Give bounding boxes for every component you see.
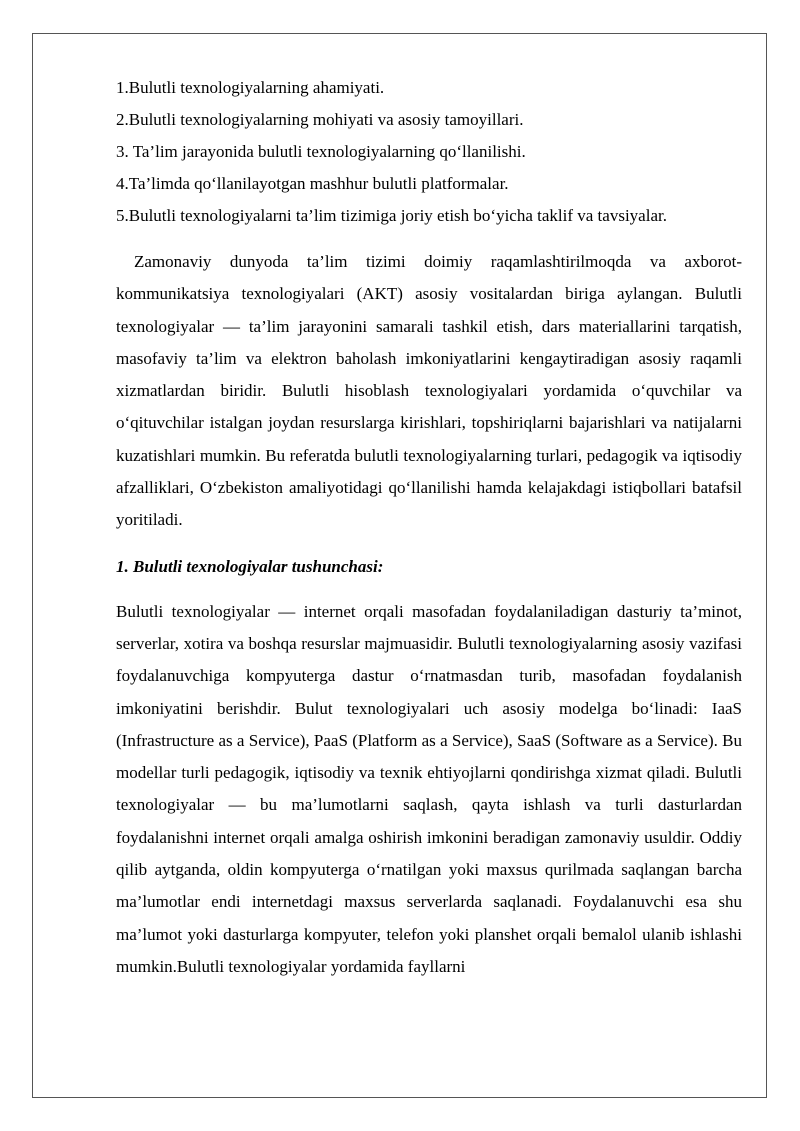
topic-item-5: 5.Bulutli texnologiyalarni ta’lim tizimiga joriy etish bo‘yicha taklif va tavsiyalar. [116,206,667,225]
topic-item-2: 2.Bulutli texnologiyalarning mohiyati va asosiy tamoyillari. [116,110,524,129]
topic-item-4: 4.Ta’limda qo‘llanilayotgan mashhur bulutli platformalar. [116,174,509,193]
topic-item-3: 3. Ta’lim jarayonida bulutli texnologiyalarning qo‘llanilishi. [116,142,526,161]
intro-paragraph: Zamonaviy dunyoda ta’lim tizimi doimiy raqamlashtirilmoqda va axborot-kommunikatsiya texnologiyalari (AKT) asosiy vositalardan biriga aylangan. Bulutli texnologiyalar — ta’lim jarayonini samarali tashkil etish, dars materiallarini tarqatish, masofaviy ta’lim va elektron baholash imkoniyatlarini kengaytiradigan asosiy raqamli xizmatlardan biridir. Bulutli hisoblash texnologiyalari yordamida o‘quvchilar va o‘qituvchilar istalgan joydan resurslarga kirishlari, topshiriqlarni bajarishlari va natijalarni kuzatishlari mumkin. Bu referatda bulutli texnologiyalarning turlari, pedagogik va iqtisodiy afzalliklari, O‘zbekiston amaliyotidagi qo‘llanilishi hamda kelajakdagi istiqbollari batafsil yoritiladi. [116,252,742,530]
document-body [116,72,742,983]
topic-item-1: 1.Bulutli texnologiyalarning ahamiyati. [116,78,385,97]
topics-list [116,72,742,232]
section-heading: 1. Bulutli texnologiyalar tushunchasi: [116,556,384,576]
section-paragraph: Bulutli texnologiyalar — internet orqali masofadan foydalaniladigan dasturiy ta’minot, serverlar, xotira va boshqa resurslar majmuasidir. Bulutli texnologiyalarning asosiy vazifasi foydalanuvchiga kompyuterga dastur o‘rnatmasdan turib, masofadan foydalanish imkoniyatini berishdir. Bulut texnologiyalari uch asosiy modelga bo‘linadi: IaaS (Infrastructure as a Service), PaaS (Platform as a Service), SaaS (Software as a Service). Bu modellar turli pedagogik, iqtisodiy va texnik ehtiyojlarni qondirishga xizmat qiladi. Bulutli texnologiyalar — bu ma’lumotlarni saqlash, qayta ishlash va turli dasturlardan foydalanishni internet orqali amalga oshirish imkonini beradigan zamonaviy usuldir. Oddiy qilib aytganda, oldin kompyuterga o‘rnatilgan yoki maxsus qurilmada saqlangan barcha ma’lumotlar endi internetdagi maxsus serverlarda saqlanadi. Foydalanuvchi esa shu ma’lumot yoki dasturlarga kompyuter, telefon yoki planshet orqali bemalol ulanib ishlashi mumkin.Bulutli texnologiyalar yordamida fayllarni [116,601,742,976]
